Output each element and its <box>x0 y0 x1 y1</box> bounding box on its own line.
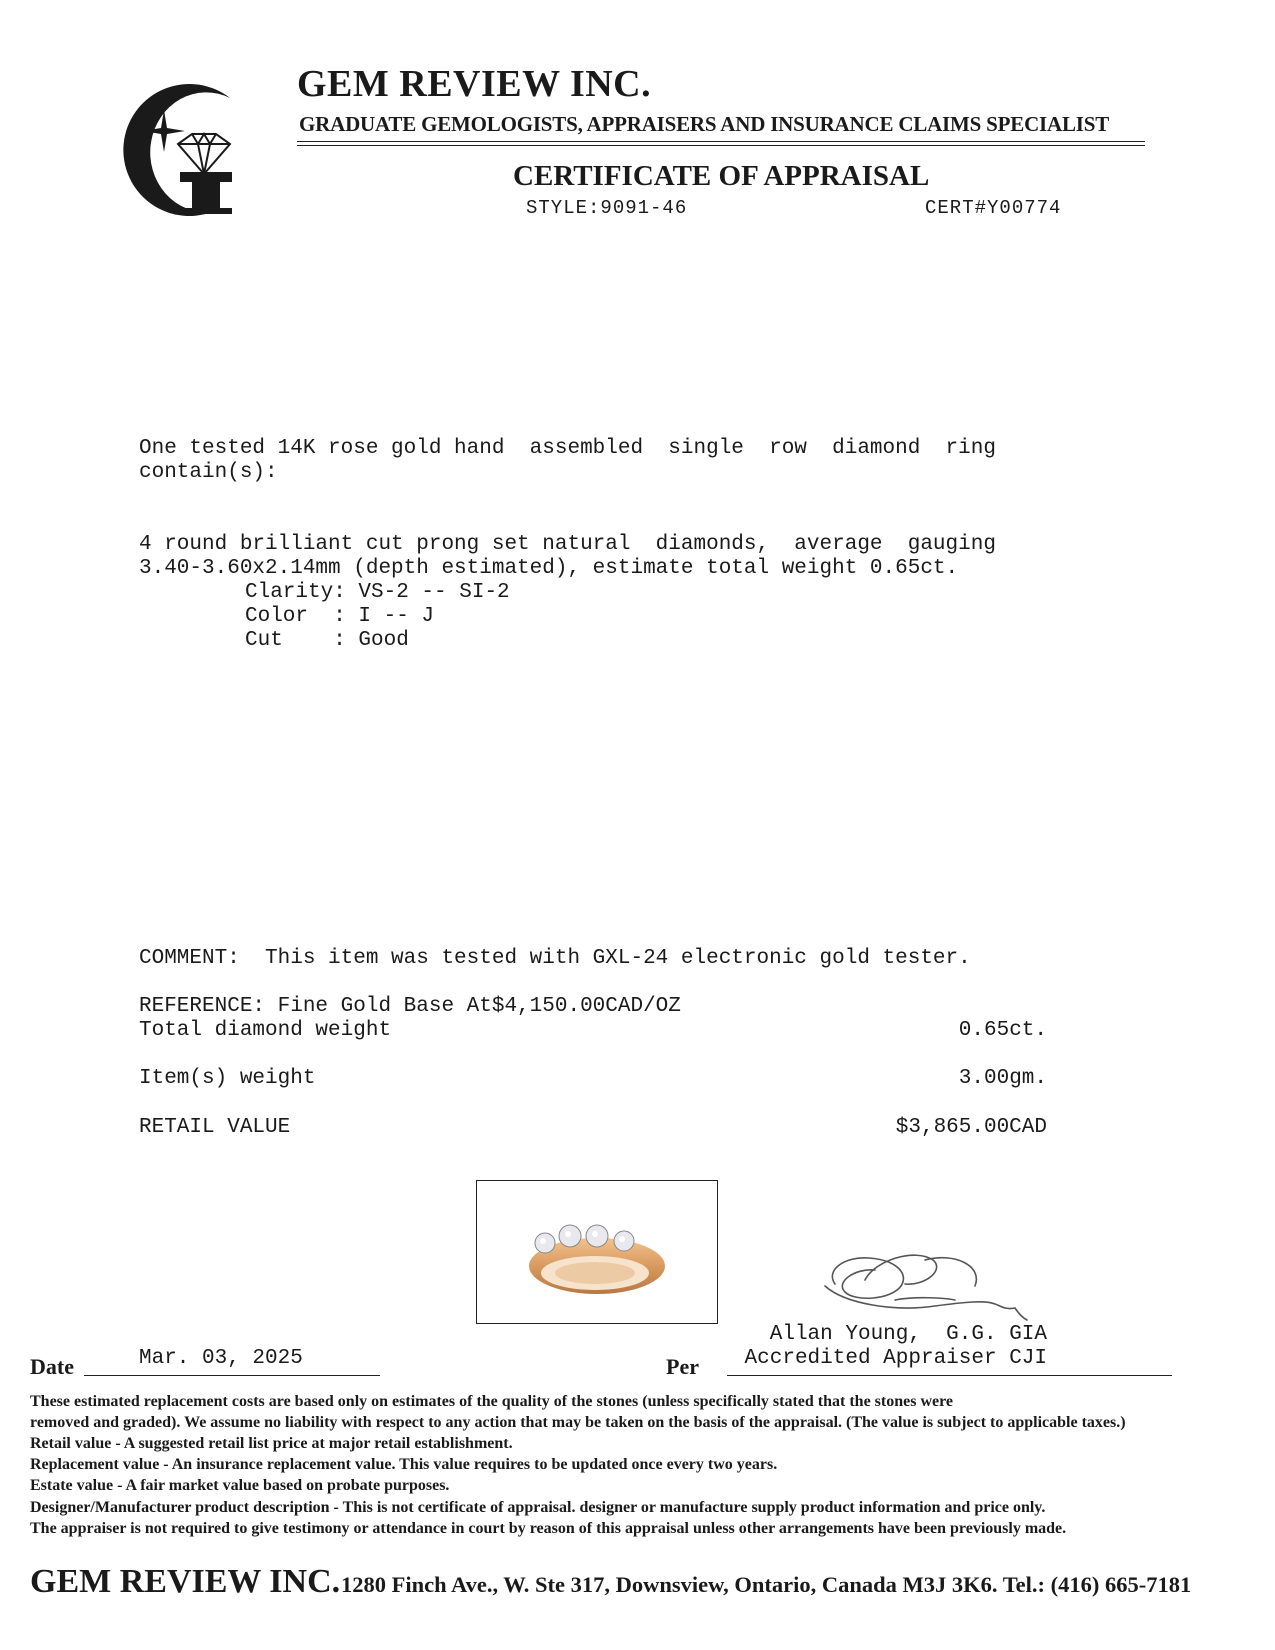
company-tagline: GRADUATE GEMOLOGISTS, APPRAISERS AND INSURANCE CLAIMS SPECIALIST <box>299 112 1110 136</box>
disclaimer-line: The appraiser is not required to give testimony or attendance in court by reason of this appraisal unless other arrangements have been previously made. <box>30 1520 1067 1537</box>
appraiser-title: Accredited Appraiser CJI <box>744 1347 1047 1370</box>
per-label: Per <box>666 1354 699 1379</box>
disclaimer-line: Estate value - A fair market value based on probate purposes. <box>30 1477 450 1494</box>
reference: REFERENCE: Fine Gold Base At$4,150.00CAD/OZ <box>139 995 681 1018</box>
stone-color: Color : I -- J <box>245 605 435 628</box>
ring-photo <box>476 1180 718 1324</box>
stone-clarity: Clarity: VS-2 -- SI-2 <box>245 581 510 604</box>
retail-value: $3,865.00CAD <box>895 1116 1047 1139</box>
company-logo <box>108 72 248 222</box>
summary-value: 0.65ct. <box>958 1019 1047 1042</box>
date-value: Mar. 03, 2025 <box>139 1347 303 1370</box>
per-underline <box>727 1375 1172 1376</box>
comment: COMMENT: This item was tested with GXL-24 electronic gold tester. <box>139 947 971 970</box>
summary-value: 3.00gm. <box>958 1067 1047 1090</box>
certificate-title: CERTIFICATE OF APPRAISAL <box>513 160 930 192</box>
summary-label: RETAIL VALUE <box>139 1116 291 1139</box>
disclaimer-line: Retail value - A suggested retail list price at major retail establishment. <box>30 1435 513 1452</box>
summary-label: Total diamond weight <box>139 1019 392 1042</box>
style-number: STYLE:9091-46 <box>526 197 688 219</box>
stone-description-line: 3.40-3.60x2.14mm (depth estimated), estimate total weight 0.65ct. <box>139 557 959 580</box>
company-name: GEM REVIEW INC. <box>297 63 652 105</box>
date-underline <box>84 1375 380 1376</box>
appraiser-signature <box>805 1240 1050 1330</box>
disclaimer-line: removed and graded). We assume no liability with respect to any action that may be taken on the basis of the appraisal. (The value is subject to applicable taxes.) <box>30 1414 1126 1431</box>
date-label: Date <box>30 1354 74 1379</box>
disclaimer-line: Replacement value - An insurance replacement value. This value requires to be updated once every two years. <box>30 1456 778 1473</box>
disclaimer-line: Designer/Manufacturer product description - This is not certificate of appraisal. designer or manufacture supply product information and price only. <box>30 1499 1046 1516</box>
appraiser-name: Allan Young, G.G. GIA <box>769 1323 1047 1346</box>
summary-label: Item(s) weight <box>139 1067 316 1090</box>
header-divider <box>297 145 1145 146</box>
disclaimer-line: These estimated replacement costs are based only on estimates of the quality of the stones (unless specifically stated that the stones were <box>30 1393 954 1410</box>
stone-description-line: 4 round brilliant cut prong set natural diamonds, average gauging <box>139 533 996 556</box>
footer-company-name: GEM REVIEW INC. <box>30 1563 341 1600</box>
footer-address: 1280 Finch Ave., W. Ste 317, Downsview, Ontario, Canada M3J 3K6. Tel.: (416) 665-7181 <box>341 1572 1192 1597</box>
item-description-line: contain(s): <box>139 461 278 484</box>
item-description-line: One tested 14K rose gold hand assembled single row diamond ring <box>139 437 996 460</box>
stone-cut: Cut : Good <box>245 629 409 652</box>
certificate-number: CERT#Y00774 <box>925 197 1062 219</box>
header-divider <box>297 141 1145 142</box>
